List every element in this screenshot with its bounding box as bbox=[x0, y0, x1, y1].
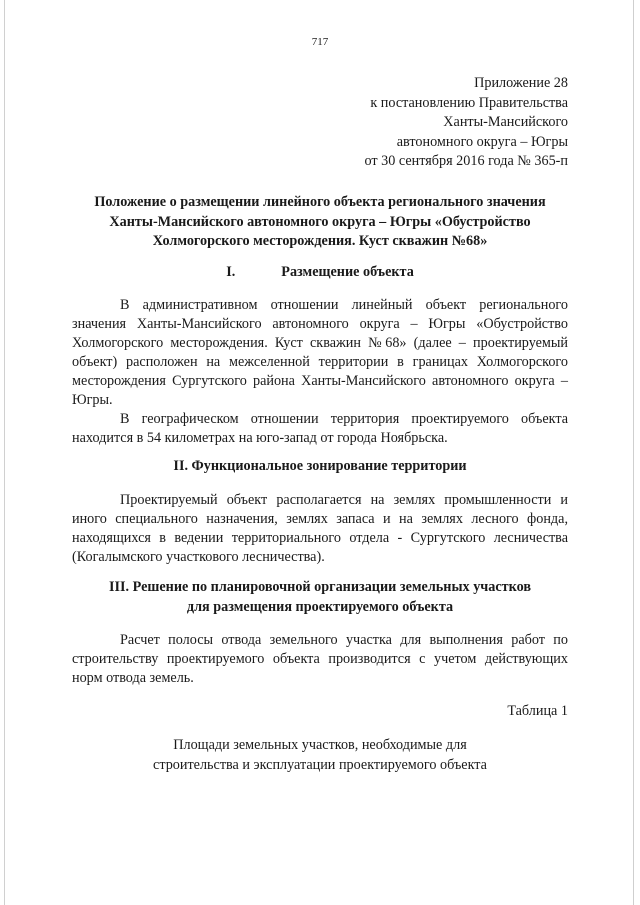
paragraph: Проектируемый объект располагается на землях промышленности и иного специального назначения, землях запаса и на землях лесного фонда, находящихся в ведении территориального отдела - Сургутского лесничества (Когалымского участкового лесничества). bbox=[72, 492, 568, 565]
page-number: 717 bbox=[311, 36, 329, 48]
document-title bbox=[72, 193, 568, 252]
paragraph: Расчет полосы отвода земельного участка для выполнения работ по строительству проектируемого объекта производится с учетом действующих норм отвода земель. bbox=[72, 632, 568, 686]
annex-line: Приложение 28 bbox=[474, 75, 568, 91]
section-3-body bbox=[72, 631, 568, 688]
section-1-heading bbox=[72, 263, 568, 283]
annex-line: автономного округа – Югры bbox=[396, 133, 568, 150]
heading-line: III. Решение по планировочной организации земельных участков bbox=[108, 579, 532, 595]
annex-line: Ханты-Мансийского bbox=[443, 114, 568, 130]
paragraph: В географическом отношении территория проектируемого объекта находится в 54 километрах на юго-запад от города Ноябрьска. bbox=[72, 411, 568, 446]
caption-line: строительства и эксплуатации проектируемого объекта bbox=[153, 756, 487, 773]
section-1-body bbox=[72, 296, 568, 448]
title-line: Холмогорского месторождения. Куст скважин №68» bbox=[152, 233, 488, 249]
section-1-title: Размещение объекта bbox=[281, 264, 414, 280]
scan-edge-right bbox=[633, 0, 634, 905]
section-2-heading: II. Функциональное зонирование территории bbox=[173, 458, 467, 474]
scan-edge-left bbox=[4, 0, 5, 905]
annex-line: от 30 сентября 2016 года № 365-п bbox=[364, 153, 568, 169]
caption-line: Площади земельных участков, необходимые для bbox=[173, 737, 467, 753]
section-1-number: I. bbox=[226, 264, 236, 280]
section-3-heading bbox=[72, 578, 568, 617]
section-2-body bbox=[72, 491, 568, 567]
paragraph: В административном отношении линейный объект регионального значения Ханты-Мансийского автономного округа – Югры «Обустройство Холмогорского месторождения. Куст скважин №68» (далее – проектируемый объект) расположен на межселенной территории в границах Холмогорского месторождения Сургутского района Ханты-Мансийского автономного округа – Югры. bbox=[72, 297, 568, 408]
table-label: Таблица 1 bbox=[507, 703, 568, 719]
annex-block bbox=[308, 74, 568, 172]
table-caption bbox=[72, 736, 568, 775]
title-line: Положение о размещении линейного объекта регионального значения bbox=[94, 194, 546, 210]
annex-line: к постановлению Правительства bbox=[370, 94, 568, 111]
heading-line: для размещения проектируемого объекта bbox=[186, 598, 454, 615]
title-line: Ханты-Мансийского автономного округа – Югры «Обустройство bbox=[109, 213, 531, 230]
